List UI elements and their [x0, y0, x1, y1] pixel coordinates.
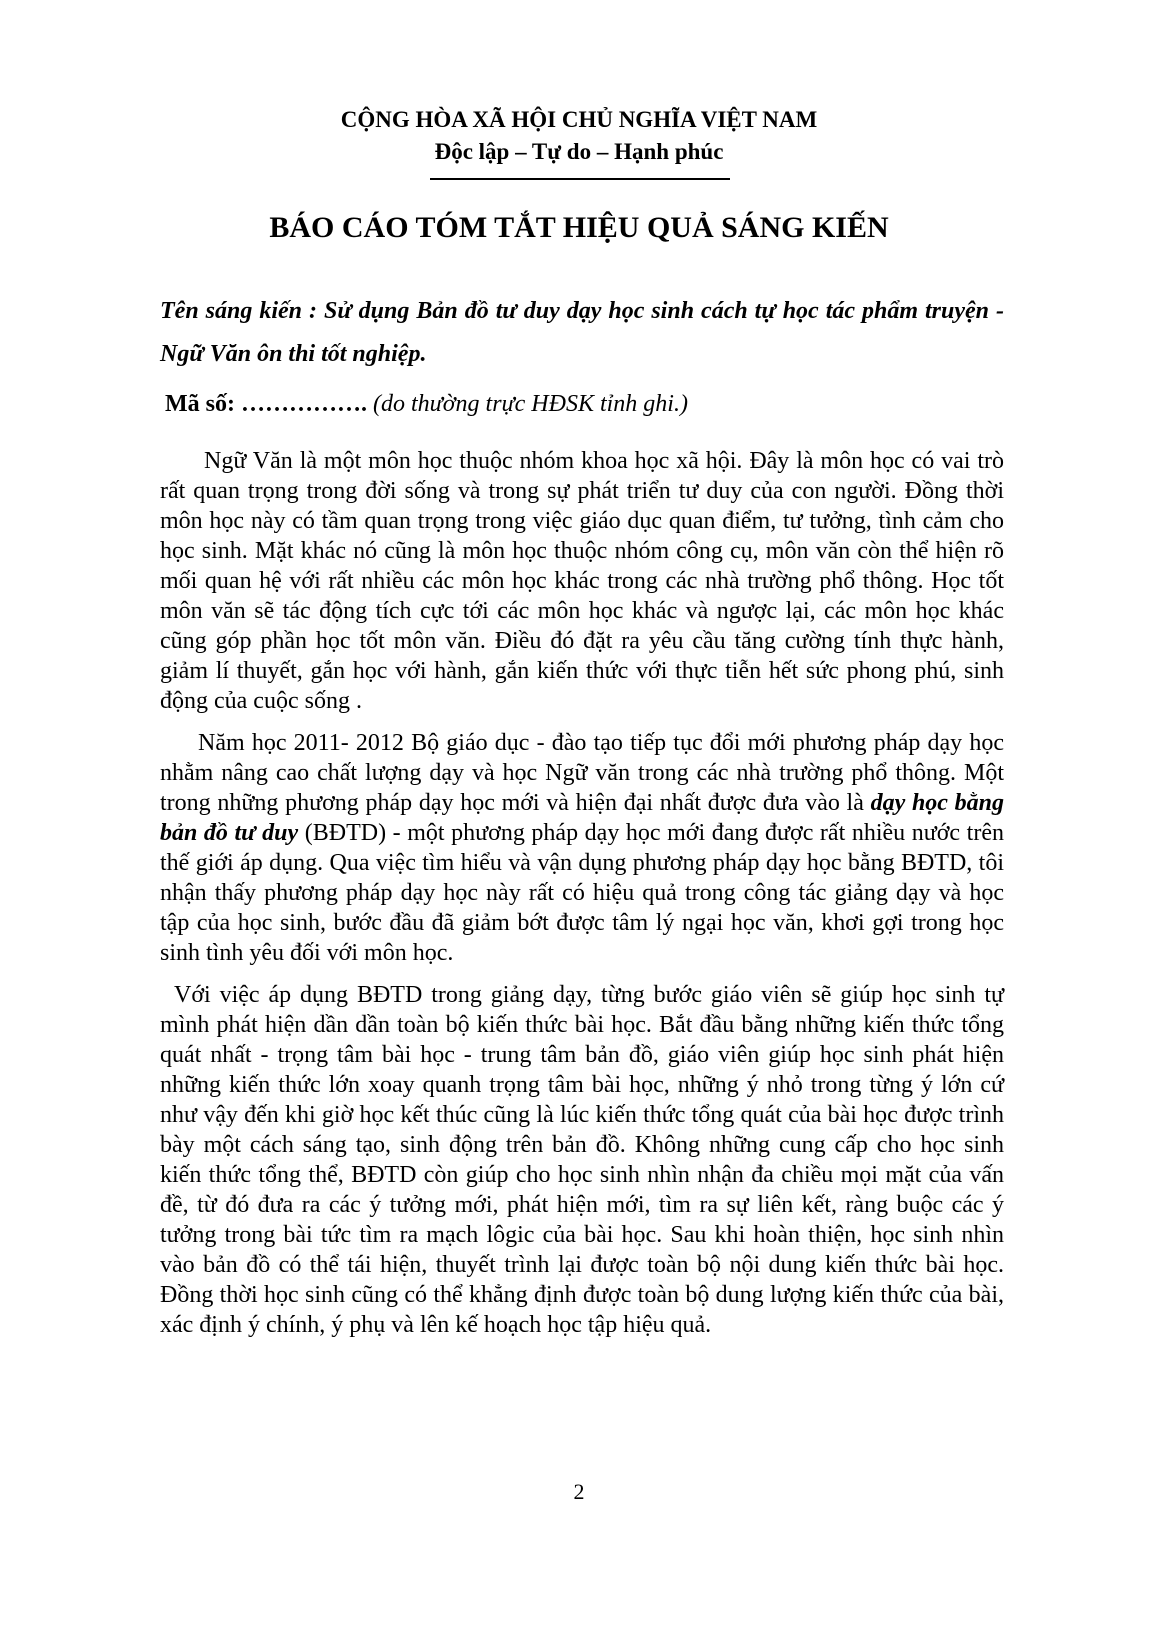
header-divider — [430, 178, 730, 180]
paragraph-2 — [160, 728, 1004, 968]
initiative-label: Tên sáng kiến — [160, 298, 302, 324]
paragraph-1: Ngữ Văn là một môn học thuộc nhóm khoa học xã hội. Đây là môn học có vai trò rất quan trọng trong đời sống và trong sự phát triển tư duy của con người. Đồng thời môn học này có tầm quan trọng trong việc giáo dục quan điểm, tư tưởng, tình cảm cho học sinh. Mặt khác nó cũng là môn học thuộc nhóm công cụ, môn văn còn thể hiện rõ mối quan hệ với rất nhiều các môn học khác trong các nhà trường phổ thông. Học tốt môn văn sẽ tác động tích cực tới các môn học khác và ngược lại, các môn học khác cũng góp phần học tốt môn văn. Điều đó đặt ra yêu cầu tăng cường tính thực hành, giảm lí thuyết, gắn học với hành, gắn kiến thức với thực tiễn hết sức phong phú, sinh động của cuộc sống . — [160, 448, 1004, 714]
document-body — [160, 446, 1004, 1352]
paragraph-2-emphasis: dạy học bằng bản đồ tư duy — [160, 790, 1005, 846]
initiative-name: Sử dụng Bản đồ tư duy dạy học sinh cách tự học tác phẩm truyện - Ngữ Văn ôn thi tốt nghiệp. — [160, 298, 1004, 367]
page-title: BÁO CÁO TÓM TẮT HIỆU QUẢ SÁNG KIẾN — [269, 211, 889, 244]
paragraph-2-text-end: (BĐTD) - một phương pháp dạy học mới đang được rất nhiều nước trên thế giới áp dụng. Qua việc tìm hiểu và vận dụng phương pháp dạy học bằng BĐTD, tôi nhận thấy phương pháp dạy học này rất có hiệu quả trong công tác giảng dạy và học tập của học sinh, bước đầu đã giảm bớt được tâm lý ngại học văn, khơi gợi trong học sinh tình yêu đối với môn học. — [160, 820, 1004, 966]
initiative-separator: : — [302, 298, 324, 324]
initiative-title — [160, 290, 1004, 376]
page-number: 2 — [573, 1479, 585, 1504]
national-header — [0, 104, 1158, 168]
national-motto: Độc lập – Tự do – Hạnh phúc — [434, 139, 724, 164]
paragraph-2-text-start: Năm học 2011- 2012 Bộ giáo dục - đào tạo tiếp tục đổi mới phương pháp dạy học nhằm nâng cao chất lượng dạy và học Ngữ văn trong các nhà trường phổ thông. Một trong những phương pháp dạy học mới và hiện đại nhất được đưa vào là — [160, 730, 1004, 816]
code-label: Mã số: ……………. — [165, 391, 367, 417]
code-line — [165, 386, 1005, 422]
code-note: (do thường trực HĐSK tỉnh ghi.) — [366, 391, 688, 417]
paragraph-3: Với việc áp dụng BĐTD trong giảng dạy, từng bước giáo viên sẽ giúp học sinh tự mình phát hiện dần dần toàn bộ kiến thức bài học. Bắt đầu bằng những kiến thức tổng quát nhất - trọng tâm bài học - trung tâm bản đồ, giáo viên giúp học sinh phát hiện những kiến thức lớn xoay quanh trọng tâm bài học, những ý nhỏ trong từng ý lớn cứ như vậy đến khi giờ học kết thúc cũng là lúc kiến thức tổng quát của bài học được trình bày một cách sáng tạo, sinh động trên bản đồ. Không những cung cấp cho học sinh kiến thức tổng thể, BĐTD còn giúp cho học sinh nhìn nhận đa chiều mọi mặt của vấn đề, từ đó đưa ra các ý tưởng mới, phát hiện mới, tìm ra sự liên kết, ràng buộc các ý tưởng trong bài tức tìm ra mạch lôgic của bài học. Sau khi hoàn thiện, học sinh nhìn vào bản đồ có thể tái hiện, thuyết trình lại được toàn bộ nội dung kiến thức bài học. Đồng thời học sinh cũng có thể khẳng định được toàn bộ dung lượng kiến thức của bài, xác định ý chính, ý phụ và lên kế hoạch học tập hiệu quả. — [160, 982, 1004, 1338]
country-name: CỘNG HÒA XÃ HỘI CHỦ NGHĨA VIỆT NAM — [340, 107, 818, 132]
